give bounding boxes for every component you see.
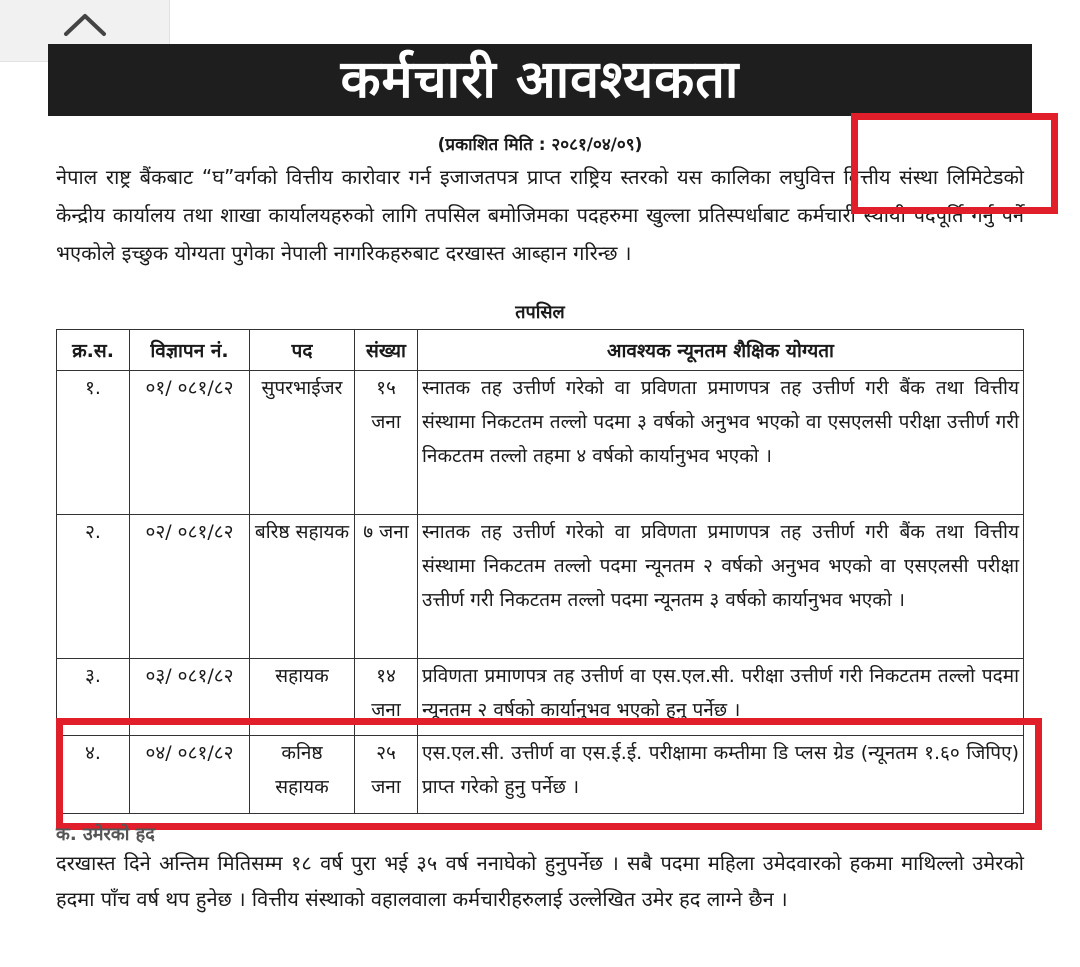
cell-count: १५ जना <box>355 371 418 515</box>
cell-qualification: स्नातक तह उत्तीर्ण गरेको वा प्रविणता प्रमाणपत्र तह उत्तीर्ण गरी बैंक तथा वित्तीय संस्थामा निकटतम तल्लो पदमा न्यूनतम २ वर्षको अनुभव भएको वा एसएलसी परीक्षा उत्तीर्ण गरी निकटतम तल्लो पदमा न्यूनतम ३ वर्षको कार्यानुभव भएको । <box>418 515 1024 659</box>
col-header-post: पद <box>250 330 355 371</box>
age-limit-title: क. उमेरको हद <box>56 824 155 845</box>
cell-ad-no: ०२/ ०८१/८२ <box>130 515 250 659</box>
age-limit-paragraph <box>56 845 1024 917</box>
col-header-count: संख्या <box>355 330 418 371</box>
cell-post: सुपरभाईजर <box>250 371 355 515</box>
cell-count: २५ जना <box>355 736 418 814</box>
chevron-up-icon <box>62 10 108 40</box>
cell-count: १४ जना <box>355 659 418 736</box>
col-header-sn: क्र.स. <box>57 330 130 371</box>
intro-text: नेपाल राष्ट्र बैंकबाट “घ”वर्गको वित्तीय कारोवार गर्न इजाजतपत्र प्राप्त राष्ट्रिय स्तरको यस कालिका लघुवित्त वित्तीय संस्था लिमिटेडको केन्द्रीय कार्यालय तथा शाखा कार्यालयहरुको लागि तपसिल बमोजिमका पदहरुमा खुल्ला प्रतिस्पर्धाबाट कर्मचारी स्थायी पदपूर्ति गर्नु पर्ने भएकोले इच्छुक योग्यता पुगेका नेपाली नागरिकहरुबाट दरखास्त आब्हान गरिन्छ । <box>56 165 1024 265</box>
cell-ad-no: ०३/ ०८१/८२ <box>130 659 250 736</box>
section-title: तपसिल <box>515 302 565 323</box>
cell-sn: ३. <box>57 659 130 736</box>
highlight-box-company-name <box>851 113 1058 214</box>
cell-ad-no: ०४/ ०८१/८२ <box>130 736 250 814</box>
cell-qualification: प्रविणता प्रमाणपत्र तह उत्तीर्ण वा एस.एल.सी. परीक्षा उत्तीर्ण गरी निकटतम तल्लो पदमा न्यूनतम २ वर्षको कार्यानुभव भएको हुनु पर्नेछ । <box>418 659 1024 736</box>
cell-post: सहायक <box>250 659 355 736</box>
table-row <box>57 371 1024 515</box>
table-row <box>57 515 1024 659</box>
cell-sn: १. <box>57 371 130 515</box>
cell-sn: ४. <box>57 736 130 814</box>
cell-qualification: एस.एल.सी. उत्तीर्ण वा एस.ई.ई. परीक्षामा कम्तीमा डि प्लस ग्रेड (न्यूनतम १.६० जिपिए) प्राप्त गरेको हुनु पर्नेछ । <box>418 736 1024 814</box>
cell-count: ७ जना <box>355 515 418 659</box>
highlight-box-junior-assistant-row <box>56 718 1042 830</box>
age-limit-text: दरखास्त दिने अन्तिम मितिसम्म १८ वर्ष पुरा भई ३५ वर्ष ननाघेको हुनुपर्नेछ । सबै पदमा महिला उमेदवारको हकमा माथिल्लो उमेरको हदमा पाँच वर्ष थप हुनेछ । वित्तीय संस्थाको वहालवाला कर्मचारीहरुलाई उल्लेखित उमेर हद लाग्ने छैन । <box>56 851 1024 911</box>
cell-sn: २. <box>57 515 130 659</box>
col-header-ad-no: विज्ञापन नं. <box>130 330 250 371</box>
col-header-qualification: आवश्यक न्यूनतम शैक्षिक योग्यता <box>418 330 1024 371</box>
page-title: कर्मचारी आवश्यकता <box>48 44 1032 116</box>
cell-post: कनिष्ठ सहायक <box>250 736 355 814</box>
cell-post: बरिष्ठ सहायक <box>250 515 355 659</box>
cell-ad-no: ०१/ ०८१/८२ <box>130 371 250 515</box>
table-header-row <box>57 330 1024 371</box>
published-date: (प्रकाशित मिति : २०८१/०४/०९) <box>437 135 643 155</box>
cell-qualification: स्नातक तह उत्तीर्ण गरेको वा प्रविणता प्रमाणपत्र तह उत्तीर्ण गरी बैंक तथा वित्तीय संस्थामा निकटतम तल्लो पदमा ३ वर्षको अनुभव भएको वा एसएलसी परीक्षा उत्तीर्ण गरी निकटतम तल्लो तहमा ४ वर्षको कार्यानुभव भएको । <box>418 371 1024 515</box>
